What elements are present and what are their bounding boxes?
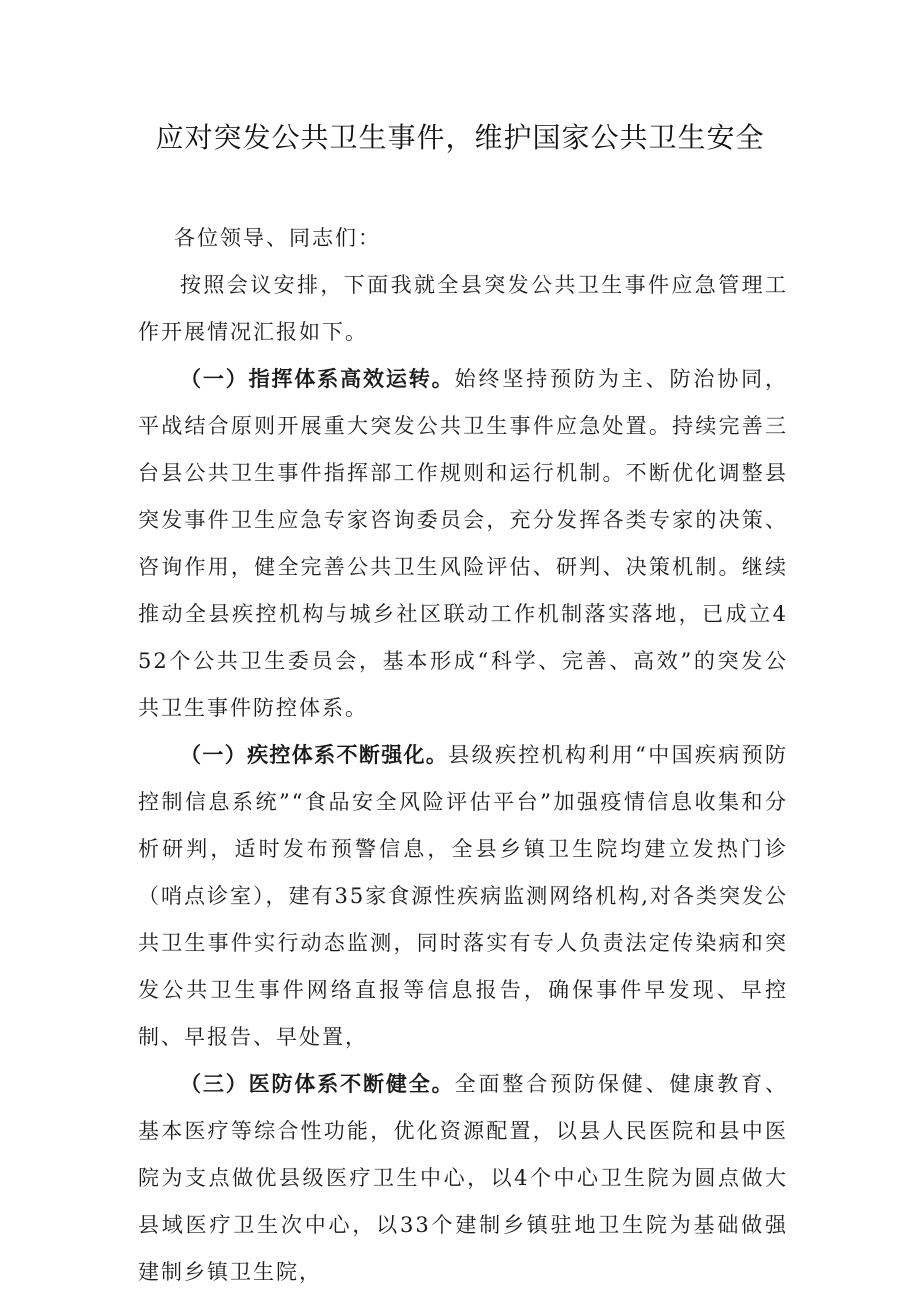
section-heading: （三）医防体系不断健全。 — [180, 1072, 455, 1096]
section-heading: （一）指挥体系高效运转。 — [180, 367, 455, 391]
section-paragraph — [138, 732, 788, 1061]
document-body — [138, 215, 788, 1296]
section-paragraph — [138, 356, 788, 732]
document-title: 应对突发公共卫生事件，维护国家公共卫生安全 — [155, 121, 765, 154]
intro-paragraph: 按照会议安排，下面我就全县突发公共卫生事件应急管理工作开展情况汇报如下。 — [138, 273, 788, 344]
greeting: 各位领导、同志们： — [174, 226, 381, 250]
section-paragraph — [138, 1061, 788, 1296]
section-heading: （一）疾控体系不断强化。 — [180, 743, 449, 767]
section-text: 全面整合预防保健、健康教育、基本医疗等综合性功能，优化资源配置，以县人民医院和县中医院为支点做优县级医疗卫生中心，以4个中心卫生院为圆点做大县域医疗卫生次中心，以33个建制乡镇驻地卫生院为基础做强建制乡镇卫生院， — [138, 1072, 789, 1284]
section-text: 始终坚持预防为主、防治协同，平战结合原则开展重大突发公共卫生事件应急处置。持续完善三台县公共卫生事件指挥部工作规则和运行机制。不断优化调整县突发事件卫生应急专家咨询委员会，充分发挥各类专家的决策、咨询作用，健全完善公共卫生风险评估、研判、决策机制。继续推动全县疾控机构与城乡社区联动工作机制落实落地，已成立452个公共卫生委员会，基本形成“科学、完善、高效”的突发公共卫生事件防控体系。 — [138, 367, 789, 720]
section-text: 县级疾控机构利用“中国疾病预防控制信息系统”“食品安全风险评估平台”加强疫情信息收集和分析研判，适时发布预警信息，全县乡镇卫生院均建立发热门诊（哨点诊室），建有35家食源性疾病监测网络机构,对各类突发公共卫生事件实行动态监测，同时落实有专人负责法定传染病和突发公共卫生事件网络直报等信息报告，确保事件早发现、早控制、早报告、早处置， — [138, 743, 788, 1049]
